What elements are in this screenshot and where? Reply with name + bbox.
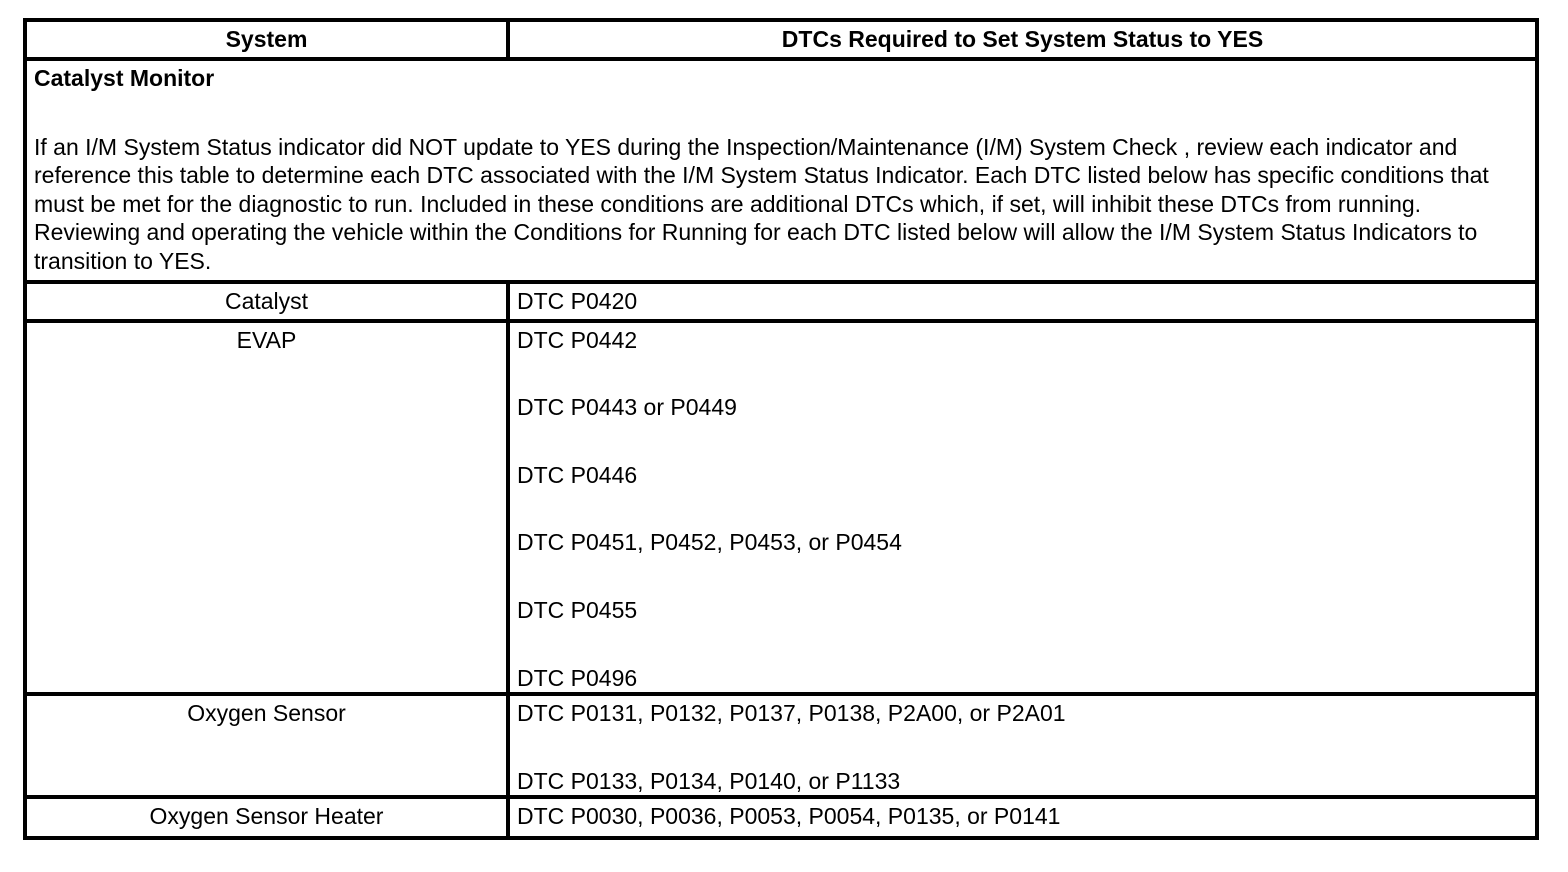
table-row: [25, 797, 1537, 838]
intro-text: If an I/M System Status indicator did NOT update to YES during the Inspection/Maintenance (I/M) System Check , review each indicator and reference this table to determine each DTC associated with the I/M System Status Indicator. Each DTC listed below has specific conditions that must be met for the diagnostic to run. Included in these conditions are additional DTCs which, if set, will inhibit these DTCs from running. Reviewing and operating the vehicle within the Conditions for Running for each DTC listed below will allow the I/M System Status Indicators to transition to YES.: [34, 133, 1489, 274]
dtc-item: DTC P0442: [517, 326, 638, 353]
intro-row: [25, 59, 1537, 282]
intro-title: Catalyst Monitor: [34, 65, 215, 91]
dtc-cell: [508, 694, 1537, 797]
dtc-item: DTC P0451, P0452, P0453, or P0454: [517, 529, 902, 556]
system-cell: Catalyst: [25, 282, 508, 321]
dtc-item: DTC P0443 or P0449: [517, 394, 737, 421]
dtc-item: DTC P0030, P0036, P0053, P0054, P0135, or P0141: [517, 803, 1061, 830]
dtc-item: DTC P0455: [517, 596, 638, 623]
system-cell: Oxygen Sensor: [25, 694, 508, 797]
intro-cell: [25, 59, 1537, 282]
dtc-item: DTC P0496: [517, 664, 638, 691]
dtc-item: DTC P0131, P0132, P0137, P0138, P2A00, or P2A01: [517, 700, 1066, 727]
table-row: [25, 694, 1537, 797]
dtc-system-status-table: [23, 18, 1539, 840]
header-dtcs: DTCs Required to Set System Status to YES: [508, 20, 1537, 59]
dtc-cell: [508, 321, 1537, 695]
dtc-item: DTC P0420: [517, 287, 638, 314]
header-system: System: [25, 20, 508, 59]
dtc-item: DTC P0133, P0134, P0140, or P1133: [517, 767, 901, 794]
system-cell: Oxygen Sensor Heater: [25, 797, 508, 838]
table-row: [25, 282, 1537, 321]
dtc-cell: [508, 282, 1537, 321]
header-row: [25, 20, 1537, 59]
system-cell: EVAP: [25, 321, 508, 695]
dtc-item: DTC P0446: [517, 461, 638, 488]
dtc-cell: [508, 797, 1537, 838]
table-row: [25, 321, 1537, 695]
